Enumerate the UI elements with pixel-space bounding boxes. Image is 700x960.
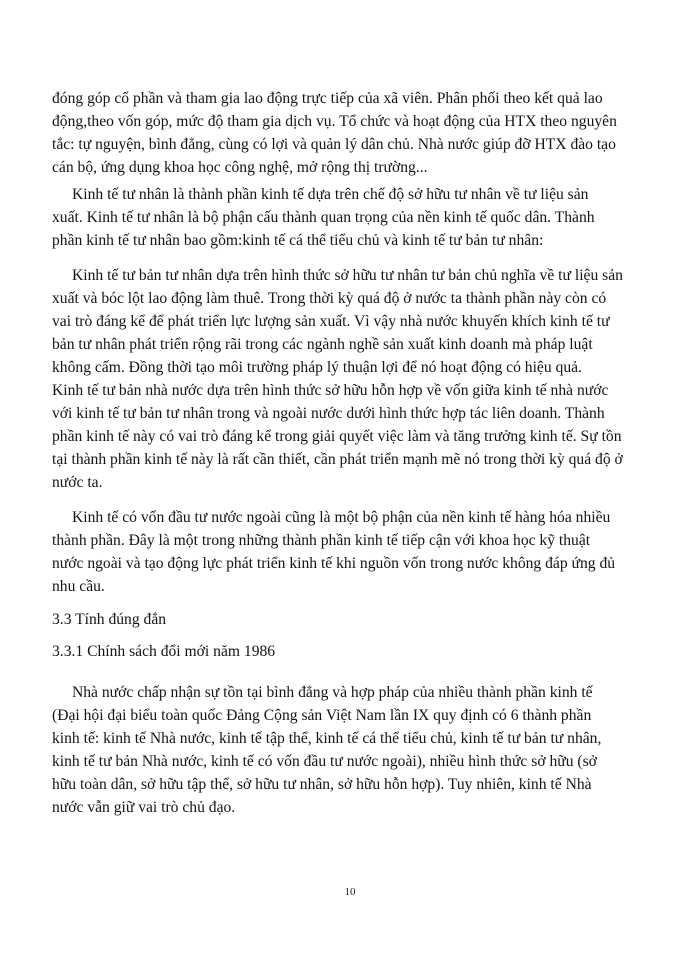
text-line: (Đại hội đại biểu toàn quốc Đảng Cộng sản Việt Nam lần IX quy định có 6 thành phần bbox=[52, 707, 592, 724]
text-line: với kinh tế tư bản tư nhân trong và ngoài nước dưới hình thức hợp tác liên doanh. Thành bbox=[52, 405, 605, 422]
text-line: nước ngoài và tạo động lực phát triển kinh tế khi nguồn vốn trong nước không đáp ứng đủ bbox=[52, 555, 616, 572]
text-line: xuất. Kinh tế tư nhân là bộ phận cấu thành quan trọng của nền kinh tế quốc dân. Thành bbox=[52, 209, 595, 226]
subsection-heading bbox=[52, 640, 652, 663]
text-line: Kinh tế tư bản nhà nước dựa trên hình thức sở hữu hỗn hợp về vốn giữa kinh tế nhà nước bbox=[52, 382, 609, 399]
paragraph-private-economy bbox=[52, 183, 652, 252]
text-line: xuất và bóc lột lao động làm thuê. Trong thời kỳ quá độ ở nước ta thành phần này còn có bbox=[52, 290, 607, 307]
text-line: tại thành phần kinh tế này là rất cần thiết, cần phát triển mạnh mẽ nó trong thời kỳ quá độ ở bbox=[52, 451, 623, 468]
text-line: kinh tế: kinh tế Nhà nước, kinh tế tập thể, kinh tế cá thể tiểu chủ, kinh tế tư bản tư nhân, bbox=[52, 730, 602, 747]
text-line: tắc: tự nguyện, bình đẳng, cùng có lợi và quản lý dân chủ. Nhà nước giúp đỡ HTX đào tạo bbox=[52, 136, 616, 153]
text-line: nhu cầu. bbox=[52, 578, 105, 595]
paragraph-state-policy bbox=[52, 681, 652, 819]
text-line: Kinh tế tư nhân là thành phần kinh tế dựa trên chế độ sở hữu tư nhân về tư liệu sản bbox=[72, 186, 589, 203]
text-line: thành phần. Đây là một trong những thành phần kinh tế tiếp cận với khoa học kỹ thuật bbox=[52, 532, 591, 549]
paragraph-foreign-investment bbox=[52, 506, 652, 598]
page-number: 10 bbox=[344, 886, 356, 898]
text-line: vai trò đáng kể để phát triển lực lượng sản xuất. Vì vậy nhà nước khuyến khích kinh tế tư bbox=[52, 313, 610, 330]
text-line: bản tư nhân phát triển rộng rãi trong các ngành nghề sản xuất kinh doanh mà pháp luật bbox=[52, 336, 593, 353]
text-line: cán bộ, ứng dụng khoa học công nghệ, mở rộng thị trường... bbox=[52, 159, 428, 176]
text-line: Nhà nước chấp nhận sự tồn tại bình đẳng và hợp pháp của nhiều thành phần kinh tế bbox=[72, 684, 593, 701]
heading-text: 3.3 Tính đúng đắn bbox=[52, 611, 167, 628]
text-line: phần kinh tế này có vai trò đáng kể trong giải quyết việc làm và tăng trưởng kinh tế. Sự tồn bbox=[52, 428, 622, 445]
text-line: kinh tế tư bản Nhà nước, kinh tế có vốn đầu tư nước ngoài), nhiều hình thức sở hữu (sở bbox=[52, 753, 597, 770]
text-line: động,theo vốn góp, mức độ tham gia dịch vụ. Tổ chức và hoạt động của HTX theo nguyên bbox=[52, 113, 617, 130]
text-line: Kinh tế có vốn đầu tư nước ngoài cũng là một bộ phận của nền kinh tế hàng hóa nhiều bbox=[72, 509, 611, 526]
text-line: phần kinh tế tư nhân bao gồm:kinh tế cá thể tiểu chủ và kinh tế tư bản tư nhân: bbox=[52, 232, 544, 249]
text-line: Kinh tế tư bản tư nhân dựa trên hình thức sở hữu tư nhân tư bản chủ nghĩa về tư liệu sản bbox=[72, 267, 623, 284]
text-line: hữu toàn dân, sở hữu tập thể, sở hữu tư nhân, sở hữu hỗn hợp). Tuy nhiên, kinh tế Nhà bbox=[52, 776, 592, 793]
text-line: nước ta. bbox=[52, 474, 103, 491]
section-heading bbox=[52, 608, 652, 631]
heading-text: 3.3.1 Chính sách đổi mới năm 1986 bbox=[52, 643, 276, 660]
paragraph-private-capital bbox=[52, 264, 652, 494]
paragraph-htx-continuation bbox=[52, 87, 652, 179]
text-line: đóng góp cổ phần và tham gia lao động trực tiếp của xã viên. Phân phối theo kết quả lao bbox=[52, 90, 603, 107]
text-line: không cấm. Đồng thời tạo môi trường pháp lý thuận lợi để nó hoạt động có hiệu quả. bbox=[52, 359, 582, 376]
text-line: nước vẫn giữ vai trò chủ đạo. bbox=[52, 799, 236, 816]
